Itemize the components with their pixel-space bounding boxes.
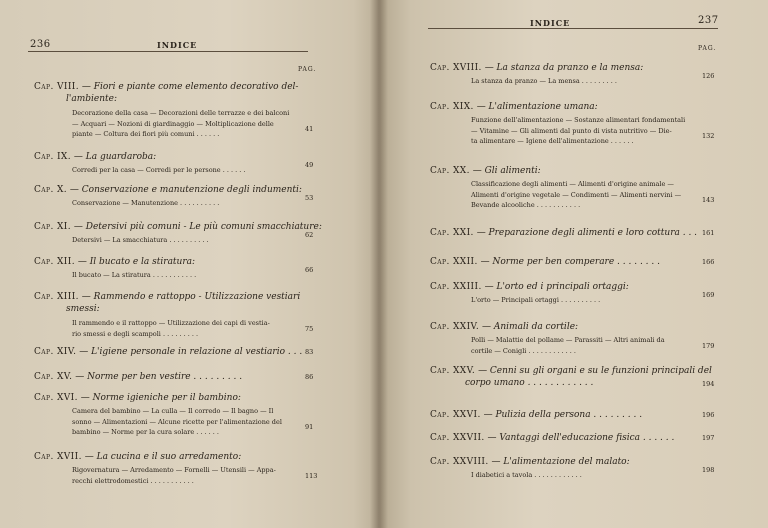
page-reference: 179 [702,341,715,350]
chapter-heading [430,322,578,332]
chapter-subentry-line: Il rammendo e il rattoppo — Utilizzazione dei capi di vestia- [72,319,270,327]
page-reference: 198 [702,466,715,474]
chapter-number: Cap. XXII. [430,257,478,267]
chapter-title: — Norme igieniche per il bambino: [80,393,241,403]
chapter-number: Cap. XVI. [34,393,78,403]
page-reference: 166 [702,258,715,266]
chapter-subentry-line: Classificazione degli alimenti — Alimenti d'origine animale — [471,180,674,188]
page-reference: 194 [702,380,715,388]
chapter-heading [430,366,712,376]
chapter-title: — La stanza da pranzo e la mensa: [484,63,644,73]
page-reference: 53 [305,194,314,202]
chapter-subentry-line: rio smessi e degli scampoli . . . . . . . . . [72,329,199,338]
chapter-title: — Fiori e piante come elemento decorativo del- [81,82,299,92]
page-number-left: 236 [30,39,51,50]
chapter-subentry-line: Rigovernatura — Arredamento — Fornelli — Utensili — Appa- [72,466,276,474]
chapter-number: Cap. XIV. [34,347,77,357]
chapter-number: Cap. XIII. [34,292,79,302]
chapter-subentry-line: Conservazione — Manutenzione . . . . . . . . . . [72,199,220,207]
chapter-subentry-line: La stanza da pranzo — La mensa . . . . . . . . . [471,77,617,85]
page-reference: 197 [702,434,715,442]
chapter-number: Cap. IX. [34,152,72,162]
header-rule-right [428,28,718,29]
chapter-number: Cap. XII. [34,257,75,267]
chapter-heading [430,410,642,420]
chapter-title: — La guardaroba: [73,152,157,162]
chapter-subentry-line: L'orto — Principali ortaggi . . . . . . . . . . [471,296,601,304]
chapter-title: — Animali da cortile: [482,322,579,332]
chapter-number: Cap. XXI. [430,228,474,238]
chapter-subentry-line: recchi elettrodomestici . . . . . . . . . . . [72,476,194,485]
chapter-number: Cap. XXVIII. [430,457,489,467]
page-reference: 132 [702,132,715,140]
chapter-number: Cap. XXV. [430,366,476,376]
chapter-heading [34,372,242,382]
chapter-heading [430,228,697,238]
left-page [0,0,380,528]
chapter-title-continued [66,94,117,104]
page-reference: 91 [305,423,314,431]
chapter-number: Cap. XVIII. [430,63,482,73]
page-reference: 83 [305,348,314,356]
chapter-heading [34,347,302,357]
chapter-number: Cap. XIX. [430,102,474,112]
chapter-number: Cap. XXIII. [430,282,482,292]
running-head-right: INDICE [530,18,571,28]
chapter-title: — Il bucato e la stiratura: [77,257,196,267]
header-rule-left [28,51,308,52]
chapter-subentry-line: Detersivi — La smacchiatura . . . . . . . . . . [72,236,209,244]
chapter-number: Cap. XX. [430,166,470,176]
page-number-right: 237 [698,15,719,26]
right-page [380,0,768,528]
page-reference: 49 [305,161,314,169]
chapter-heading [34,185,302,195]
chapter-number: Cap. VIII. [34,82,80,92]
chapter-number: Cap. XVII. [34,452,82,462]
chapter-subentry-line: bambino — Norme per la cura solare . . . . . . [72,428,219,436]
chapter-heading [430,257,660,267]
chapter-title-continued [465,378,593,388]
page-reference: 143 [702,196,715,204]
chapter-subentry-line: Corredi per la casa — Corredi per le persone . . . . . . [72,166,246,174]
chapter-title: — Pulizia della persona . . . . . . . . . [483,410,643,420]
chapter-heading [34,82,298,92]
chapter-heading [430,102,598,112]
chapter-heading [430,63,643,73]
chapter-subentry-line: cortile — Conigli . . . . . . . . . . . . [471,346,576,355]
pag-label-left: PAG. [298,66,317,73]
chapter-subentry-line: — Acquari — Nozioni di giardinaggio — Moltiplicazione delle [72,119,274,128]
page-reference: 75 [305,324,314,333]
chapter-title-line-2: smessi: [66,304,100,314]
chapter-subentry-line: sonno — Alimentazioni — Alcune ricette per l'alimentazione del [72,417,282,426]
chapter-title: — La cucina e il suo arredamento: [84,452,242,462]
book-gutter [370,0,388,528]
chapter-title: — L'igiene personale in relazione al vestiario . . . [79,347,303,357]
page-reference: 161 [702,229,715,237]
pag-label-right: PAG. [698,45,717,52]
chapter-subentry-line: Il bucato — La stiratura . . . . . . . . . . . [72,271,197,279]
chapter-subentry-line: Bevande alcooliche . . . . . . . . . . . [471,201,581,209]
page-reference: 66 [305,266,314,274]
page-reference: 41 [305,125,314,133]
chapter-subentry-line: — Vitamine — Gli alimenti dal punto di vista nutritivo — Die- [471,126,672,135]
page-reference: 169 [702,291,715,299]
page-reference: 62 [305,231,314,239]
chapter-title: — Conservazione e manutenzione degli indumenti: [69,185,302,195]
chapter-heading [430,433,674,443]
chapter-title-continued [66,304,100,314]
chapter-title: — Cenni su gli organi e su le funzioni principali del [478,366,712,376]
chapter-heading [430,282,629,292]
chapter-heading [430,166,541,176]
chapter-heading [34,393,241,403]
chapter-subentry-line: Alimenti d'origine vegetale — Condimenti — Alimenti nervini — [471,190,682,199]
chapter-title: — Rammendo e rattoppo - Utilizzazione vestiari [81,292,301,302]
chapter-subentry-line: Camera del bambino — La culla — Il corredo — Il bagno — Il [72,407,274,415]
chapter-subentry-line: piante — Coltura dei fiori più comuni . . . . . . [72,130,220,138]
chapter-title-line-2: l'ambiente: [66,94,117,104]
chapter-title: — Detersivi più comuni - Le più comuni smacchiature: [73,222,322,232]
chapter-subentry-line: ta alimentare — Igiene dell'alimentazione . . . . . . [471,137,634,145]
chapter-heading [430,457,630,467]
chapter-title-line-2: corpo umano . . . . . . . . . . . . [465,378,594,388]
chapter-subentry-line: Funzione dell'alimentazione — Sostanze alimentari fondamentali [471,116,686,124]
page-reference: 126 [702,72,715,80]
chapter-number: Cap. XXVI. [430,410,481,420]
chapter-title: — Gli alimenti: [472,166,541,176]
chapter-heading [34,222,322,232]
page-reference: 113 [305,471,318,480]
chapter-number: Cap. XXVII. [430,433,485,443]
chapter-subentry-line: Decorazione della casa — Decorazioni delle terrazze e dei balconi [72,109,290,117]
chapter-number: Cap. X. [34,185,68,195]
chapter-heading [34,292,300,302]
chapter-heading [34,152,156,162]
chapter-title: — Preparazione degli alimenti e loro cottura . . . [476,228,698,238]
chapter-number: Cap. XV. [34,372,73,382]
chapter-subentry-line: I diabetici a tavola . . . . . . . . . . . . [471,471,582,479]
chapter-title: — L'alimentazione umana: [476,102,598,112]
chapter-title: — Vantaggi dell'educazione fisica . . . . . . [487,433,675,443]
chapter-title: — L'orto ed i principali ortaggi: [484,282,629,292]
chapter-number: Cap. XXIV. [430,322,480,332]
chapter-title: — Norme per ben comperare . . . . . . . . [480,257,660,267]
chapter-title: — L'alimentazione del malato: [491,457,630,467]
chapter-number: Cap. XI. [34,222,72,232]
chapter-title: — Norme per ben vestire . . . . . . . . . [75,372,243,382]
chapter-heading [34,452,241,462]
chapter-subentry-line: Polli — Malattie del pollame — Parassiti — Altri animali da [471,336,665,344]
running-head-left: INDICE [157,40,198,50]
chapter-heading [34,257,195,267]
page-reference: 86 [305,373,314,381]
page-reference: 196 [702,411,715,419]
